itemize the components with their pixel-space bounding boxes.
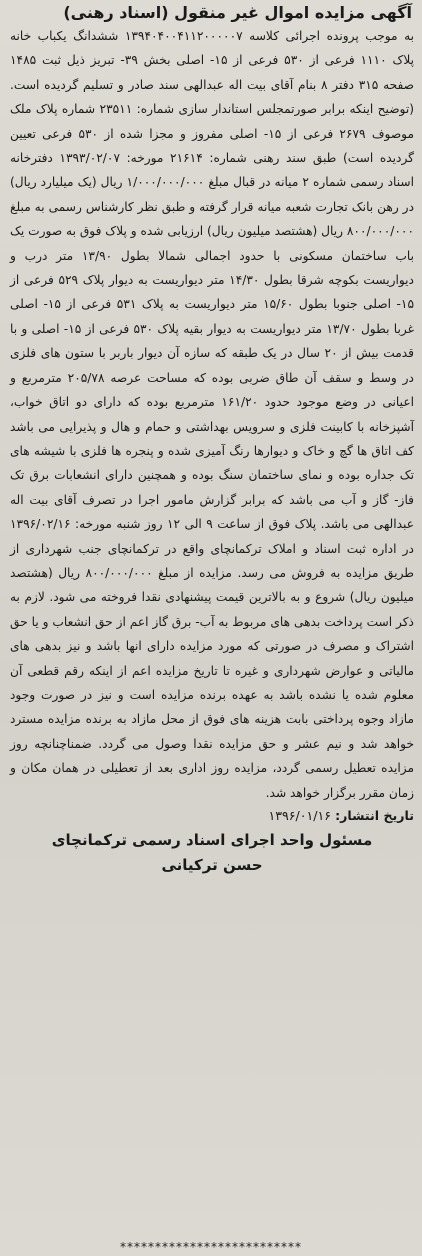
issuing-office: مسئول واحد اجرای اسناد رسمی ترکمانچای — [51, 831, 373, 849]
notice-body: به موجب پرونده اجرائی کلاسه ۱۳۹۴۰۴۰۰۴۱۱۲۰۰۰۰۰۷ ششدانگ یکباب خانه پلاک ۱۱۱۰ فرعی از ۵۳۰ فرعی از ۱۵- اصلی بخش ۳۹- تبریز ذیل ثبت ۱۴۸۵ صفحه ۳۱۵ دفتر ۸ بنام آقای بیت اله عبدالهی سند صادر و تسلیم گردیده است. (توضیح اینکه برابر صورتمجلس استاندار سازی شماره: ۲۳۵۱۱ شماره پلاک ملک موصوف ۲۶۷۹ فرعی از ۱۵- اصلی مفروز و مجزا شده از ۵۳۰ فرعی تعیین گردیده است) طبق سند رهنی شماره: ۲۱۶۱۴ مورخه: ۱۳۹۳/۰۲/۰۷ دفترخانه اسناد رسمی شماره ۲ میانه در قبال مبلغ ۱/۰۰۰/۰۰۰/۰۰۰ ریال (یک میلیارد ریال) در رهن بانک تجارت شعبه میانه قرار گرفته و طبق نظر کارشناس رسمی به مبلغ ۸۰۰/۰۰۰/۰۰۰ ریال (هشتصد میلیون ریال) ارزیابی شده و پلاک فوق به صورت یک باب ساختمان مسکونی با حدود اجمالی شمالا بطول ۱۳/۹۰ متر درب و دیواریست بکوچه شرقا بطول ۱۴/۳۰ متر دیواریست به دیوار پلاک ۵۲۹ فرعی از ۱۵- اصلی جنوبا بطول ۱۵/۶۰ متر دیواریست به پلاک ۵۳۱ فرعی از ۱۵- اصلی غربا بطول ۱۳/۷۰ متر دیواریست به دیوار بقیه پلاک ۵۳۰ فرعی از ۱۵- اصلی و با قدمت بیش از ۲۰ سال در یک طبقه که سازه آن دیوار باربر با ستون های فلزی در وسط و سقف آن طاق ضربی بوده که مساحت عرصه ۲۰۵/۷۸ مترمربع و اعیانی در وضع موجود حدود ۱۶۱/۲۰ مترمربع بوده که دارای دو اتاق خواب، آشپزخانه با کابینت فلزی و سرویس بهداشتی و حمام و هال و پذیرایی می باشد کف اتاق ها گچ و خاک و دیوارها رنگ آمیزی شده و پنجره ها فلزی با شیشه های تک جداره بوده و نمای ساختمان سنگ بوده و همچنین دارای انشعابات برق تک فاز- گاز و آب می باشد که برابر گزارش مامور اجرا در تصرف آقای بیت اله عبدالهی می باشد. پلاک فوق از ساعت ۹ الی ۱۲ روز شنبه مورخه: ۱۳۹۶/۰۲/۱۶ در اداره ثبت اسناد و املاک ترکمانچای واقع در ترکمانچای جنب شهرداری از طریق مزایده به فروش می رسد. مزایده از مبلغ ۸۰۰/۰۰۰/۰۰۰ ریال (هشتصد میلیون ریال) شروع و به بالاترین قیمت پیشنهادی نقدا فروخته می شود. لازم به ذکر است پرداخت بدهی های مربوط به آب- برق گاز اعم از حق انشعاب و یا حق اشتراک و مصرف در صورتی که مورد مزایده دارای انها باشد و نیز بدهی های مالیاتی و عوارض شهرداری و غیره تا تاریخ مزایده اعم از اینکه رقم قطعی آن معلوم شده یا نشده باشد به عهده برنده مزایده است و نیز در صورت وجود مازاد وجوه پرداختی بابت هزینه های فوق از محل مازاد به برنده مزایده مسترد خواهد شد و نیم عشر و حق مزایده نقدا وصول می گردد. ضمناچنانچه روز مزایده تعطیل رسمی گردد، مزایده روز اداری بعد از تعطیلی در همان مکان و زمان مقرر برگزار خواهد شد. — [9, 29, 415, 800]
publish-date: ۱۳۹۶/۰۱/۱۶ — [268, 808, 332, 823]
star-border: ************************** — [120, 1240, 302, 1254]
publish-date-line — [10, 805, 414, 827]
signatory-name: حسن ترکیانی — [161, 856, 263, 874]
notice-title: آگهی مزایده اموال غیر منقول (اسناد رهنی) — [63, 3, 412, 22]
publish-date-label: تاریخ انتشار: — [335, 808, 414, 823]
